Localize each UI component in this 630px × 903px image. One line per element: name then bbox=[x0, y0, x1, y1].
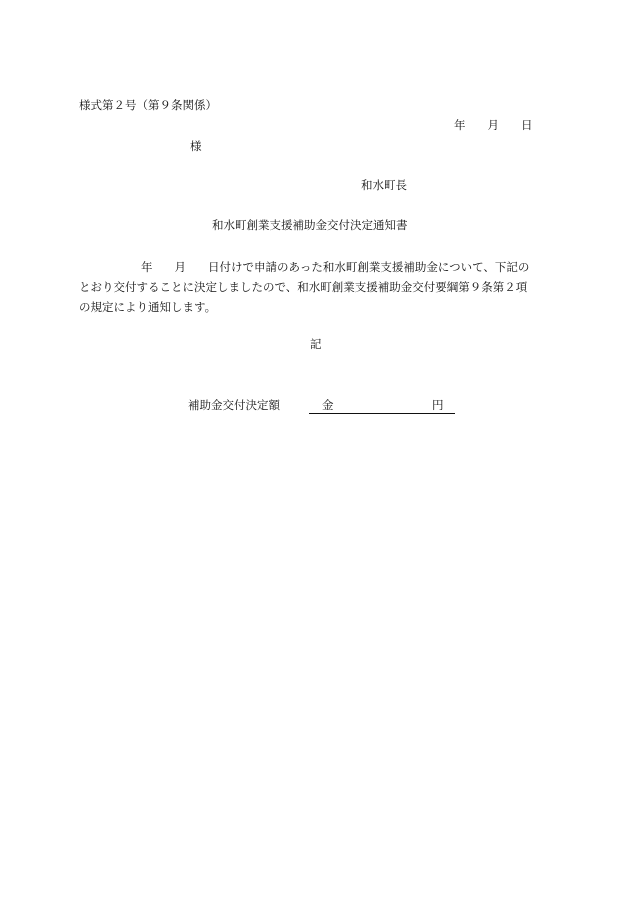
body-line-3: の規定により通知します。 bbox=[79, 300, 217, 314]
body-text-1: 日付けで申請のあった和水町創業支援補助金について、下記の bbox=[208, 260, 530, 274]
ki-heading: 記 bbox=[310, 337, 322, 351]
date-line bbox=[454, 118, 533, 132]
body-year-label: 年 bbox=[141, 260, 153, 274]
addressee-honorific: 様 bbox=[190, 139, 202, 153]
date-year-label: 年 bbox=[454, 118, 466, 132]
body-month-label: 月 bbox=[174, 260, 186, 274]
date-month-label: 月 bbox=[487, 118, 499, 132]
issuer-name: 和水町長 bbox=[361, 178, 407, 192]
date-day-label: 日 bbox=[521, 118, 533, 132]
body-line-1 bbox=[79, 257, 554, 277]
amount-label: 補助金交付決定額 bbox=[188, 398, 280, 412]
amount-unit: 円 bbox=[432, 398, 444, 412]
body-paragraph bbox=[79, 257, 554, 317]
form-number: 様式第２号（第９条関係） bbox=[79, 98, 217, 112]
amount-prefix: 金 bbox=[322, 398, 334, 412]
amount-field bbox=[309, 398, 455, 414]
body-line-2: とおり交付することに決定しましたので、和水町創業支援補助金交付要綱第９条第２項 bbox=[79, 280, 528, 294]
document-title: 和水町創業支援補助金交付決定通知書 bbox=[212, 218, 408, 232]
